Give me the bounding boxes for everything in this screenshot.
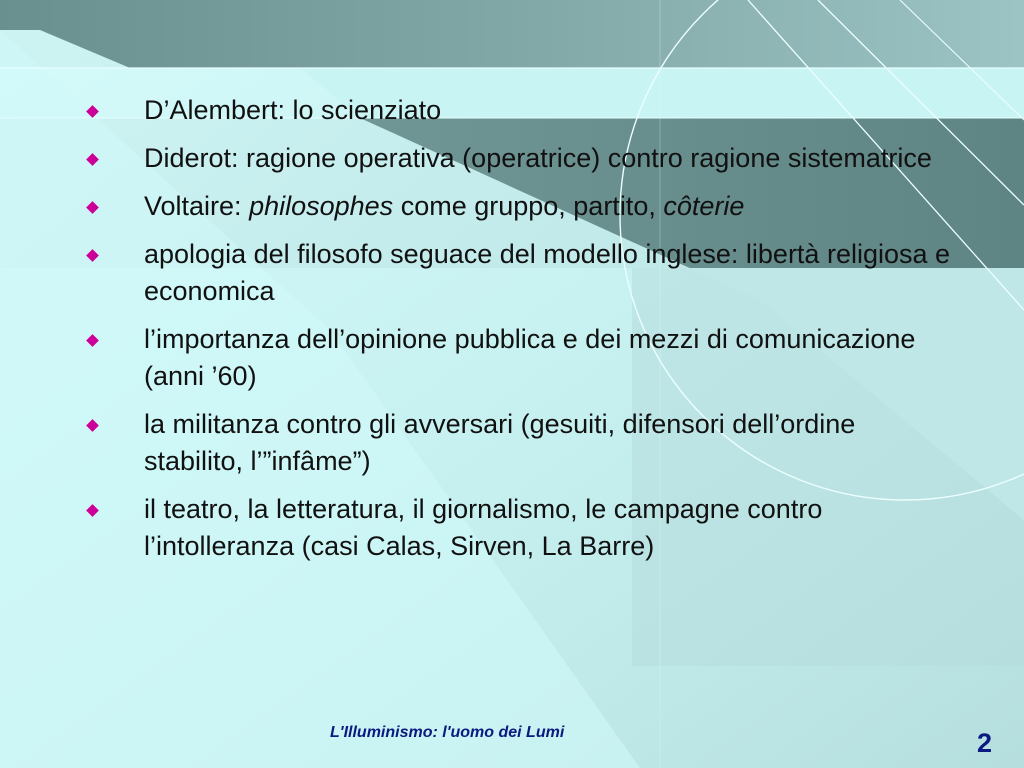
page-number: 2 xyxy=(977,728,993,758)
bullet-text: apologia del filosofo seguace del modello inglese: libertà religiosa e economica xyxy=(144,239,951,306)
bullet-item xyxy=(78,188,958,225)
bullet-item xyxy=(78,491,958,565)
footer-title: L'Illuminismo: l'uomo dei Lumi xyxy=(330,724,565,741)
bullet-text: D’Alembert: lo scienziato xyxy=(144,95,442,125)
bullet-text: come gruppo, partito, xyxy=(393,191,664,221)
bullet-text: Voltaire: xyxy=(144,191,250,221)
bullet-item xyxy=(78,406,958,480)
diamond-bullet-icon xyxy=(86,153,99,166)
bullet-text: philosophes xyxy=(249,191,394,221)
bullet-text: la militanza contro gli avversari (gesuiti, difensori dell’ordine stabilito, l’”infâme”) xyxy=(144,409,856,476)
bullet-list xyxy=(78,92,958,576)
diamond-bullet-icon xyxy=(86,201,99,214)
bullet-text: il teatro, la letteratura, il giornalismo, le campagne contro l’intolleranza (casi Calas, Sirven, La Barre) xyxy=(144,494,823,561)
bullet-text: l’importanza dell’opinione pubblica e dei mezzi di comunicazione (anni ’60) xyxy=(144,324,916,391)
bullet-item xyxy=(78,140,958,177)
bullet-item xyxy=(78,92,958,129)
bullet-text: Diderot: ragione operativa (operatrice) contro ragione sistematrice xyxy=(144,143,932,173)
diamond-bullet-icon xyxy=(86,334,99,347)
bullet-item xyxy=(78,236,958,310)
diamond-bullet-icon xyxy=(86,504,99,517)
diamond-bullet-icon xyxy=(86,105,99,118)
bullet-item xyxy=(78,321,958,395)
diamond-bullet-icon xyxy=(86,249,99,262)
diamond-bullet-icon xyxy=(86,419,99,432)
bullet-text: côterie xyxy=(663,191,745,221)
